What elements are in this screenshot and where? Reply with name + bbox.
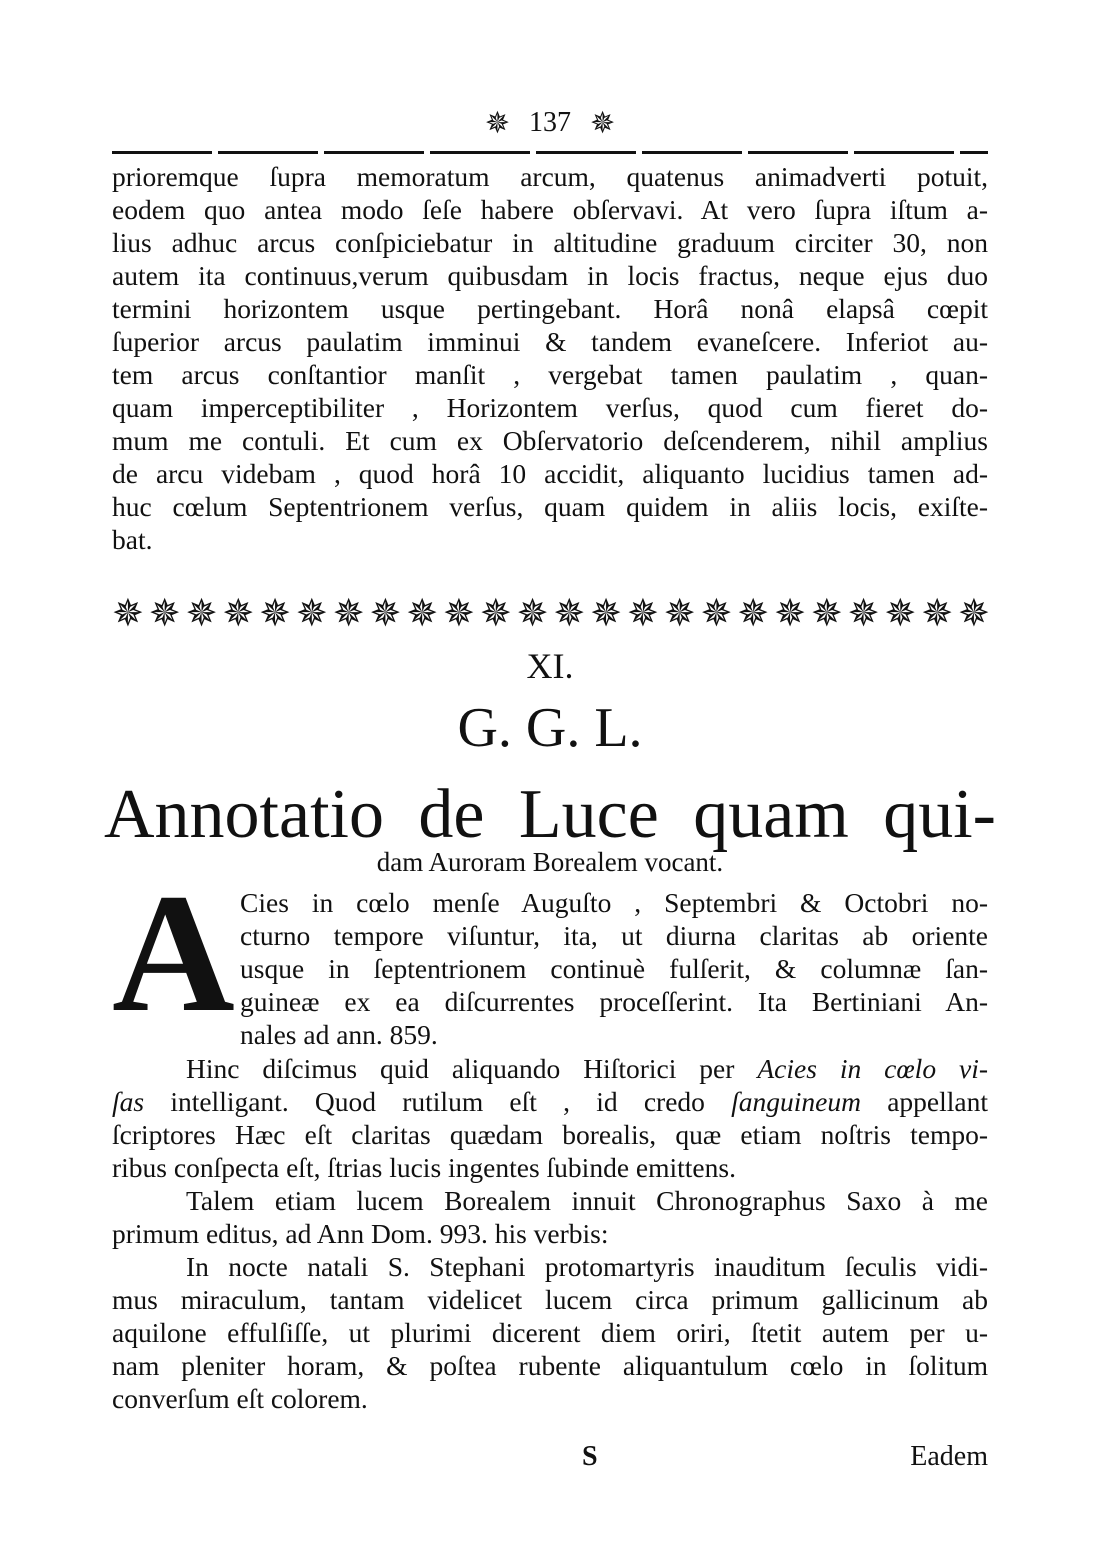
text-line: huc cœlum Septentrionem verſus, quam quidem in aliis locis, exiſte- (112, 491, 988, 522)
article-title: Annotatio de Luce quam qui- (104, 776, 996, 853)
continuation-paragraph (112, 160, 988, 556)
text-line: cturno tempore viſuntur, ita, ut diurna claritas ab oriente (240, 920, 988, 951)
fleuron-ornament-icon: ✵ (112, 593, 142, 635)
header-rule (112, 151, 988, 154)
fleuron-ornament-icon: ✵ (847, 593, 878, 635)
fleuron-ornament-icon: ✵ (185, 593, 216, 635)
italic-run: ſas (112, 1086, 145, 1117)
fleuron-ornament-icon: ✵ (921, 593, 952, 635)
author-initials: G. G. L. (457, 697, 643, 759)
paragraph-hinc (112, 1052, 988, 1184)
text-line: ribus conſpecta eſt, ſtrias lucis ingentes ſubinde emittens. (112, 1152, 736, 1183)
text-line (112, 1052, 988, 1085)
text-run: intelligant. Quod rutilum eſt , id credo (144, 1086, 732, 1117)
text-line: tem arcus conſtantior manſit , vergebat tamen paulatim , quan- (112, 359, 988, 390)
page-number: 137 (529, 107, 571, 138)
text-line: de arcu videbam , quod horâ 10 accidit, aliquanto lucidius tamen ad- (112, 458, 988, 489)
fleuron-ornament-icon: ✵ (406, 593, 437, 635)
text-line: guineæ ex ea diſcurrentes proceſſerint. Ita Bertiniani An- (240, 986, 988, 1017)
fleuron-ornament-icon: ✵ (259, 593, 289, 635)
ornamental-band (112, 594, 988, 634)
fleuron-ornament-icon: ✵ (553, 593, 584, 635)
text-line: In nocte natali S. Stephani protomartyris inauditum ſeculis vidi- (186, 1251, 988, 1282)
text-line: converſum eſt colorem. (112, 1383, 368, 1414)
fleuron-ornament-icon: ✵ (148, 593, 179, 635)
fleuron-ornament-icon: ✵ (957, 593, 988, 635)
fleuron-ornament-icon: ✵ (443, 593, 473, 635)
fleuron-ornament-icon: ✵ (700, 593, 731, 635)
text-line: ſcriptores Hæc eſt claritas quædam borealis, quæ etiam noſtris tempo- (112, 1119, 988, 1150)
section-number: XI. (526, 646, 574, 686)
text-line: nales ad ann. 859. (240, 1019, 438, 1050)
catchword: Eadem (910, 1441, 988, 1472)
text-line: prioremque ſupra memoratum arcum, quatenus animadverti potuit, (112, 161, 988, 192)
opening-paragraph (240, 886, 988, 1051)
article-subtitle: dam Auroram Borealem vocant. (376, 847, 724, 877)
text-line: nam pleniter horam, & poſtea rubente aliquantulum cœlo in ſolitum (112, 1350, 988, 1381)
text-line: Cies in cœlo menſe Auguſto , Septembri & Octobri no- (240, 887, 988, 918)
text-line: usque in ſeptentrionem continuè fulſerit, & columnæ ſan- (240, 953, 988, 984)
text-line: bat. (112, 524, 153, 555)
text-line: primum editus, ad Ann Dom. 993. his verbis: (112, 1218, 609, 1249)
fleuron-ornament-icon: ✵ (332, 593, 363, 635)
fleuron-ornament-icon: ✵ (663, 593, 694, 635)
text-line: quam imperceptibiliter , Horizontem verſus, quod cum fieret do- (112, 392, 988, 423)
text-line: ſuperior arcus paulatim imminui & tandem evaneſcere. Inferiot au- (112, 326, 988, 357)
fleuron-ornament-icon: ✵ (590, 107, 616, 140)
signature-mark: S (582, 1441, 598, 1472)
drop-cap: A (112, 859, 235, 1047)
fleuron-ornament-icon: ✵ (737, 593, 768, 635)
italic-run: ſanguineum (731, 1086, 861, 1117)
fleuron-ornament-icon: ✵ (479, 593, 510, 635)
running-head (112, 105, 988, 141)
page-footer (112, 1440, 988, 1474)
text-line: eodem quo antea modo ſeſe habere obſervavi. At vero ſupra iſtum a- (112, 194, 988, 225)
text-line: termini horizontem usque pertingebant. Horâ nonâ elapsâ cœpit (112, 293, 988, 324)
text-line: autem ita continuus,verum quibusdam in locis fractus, neque ejus duo (112, 260, 988, 291)
fleuron-ornament-icon: ✵ (810, 593, 841, 635)
fleuron-ornament-icon: ✵ (516, 593, 547, 635)
text-line (112, 1085, 988, 1118)
fleuron-ornament-icon: ✵ (369, 593, 400, 635)
fleuron-ornament-icon: ✵ (884, 593, 915, 635)
fleuron-ornament-icon: ✵ (590, 593, 620, 635)
fleuron-ornament-icon: ✵ (626, 593, 657, 635)
fleuron-ornament-icon: ✵ (222, 593, 253, 635)
paragraph-talem (112, 1184, 988, 1250)
text-line: mum me contuli. Et cum ex Obſervatorio deſcenderem, nihil amplius (112, 425, 988, 456)
text-run: Hinc diſcimus quid aliquando Hiſtorici per (186, 1053, 758, 1084)
text-line: mus miraculum, tantam videlicet lucem circa primum gallicinum ab (112, 1284, 988, 1315)
text-line: Talem etiam lucem Borealem innuit Chronographus Saxo à me (186, 1185, 988, 1216)
text-run: appellant (860, 1086, 988, 1117)
italic-run: Acies in cœlo vi- (757, 1053, 988, 1084)
fleuron-ornament-icon: ✵ (484, 107, 510, 140)
fleuron-ornament-icon: ✵ (295, 593, 326, 635)
quotation-paragraph (112, 1250, 988, 1415)
text-line: aquilone effulſiſſe, ut plurimi dicerent diem oriri, ſtetit autem per u- (112, 1317, 988, 1348)
text-line: lius adhuc arcus conſpiciebatur in altitudine graduum circiter 30, non (112, 227, 988, 258)
fleuron-ornament-icon: ✵ (774, 593, 804, 635)
